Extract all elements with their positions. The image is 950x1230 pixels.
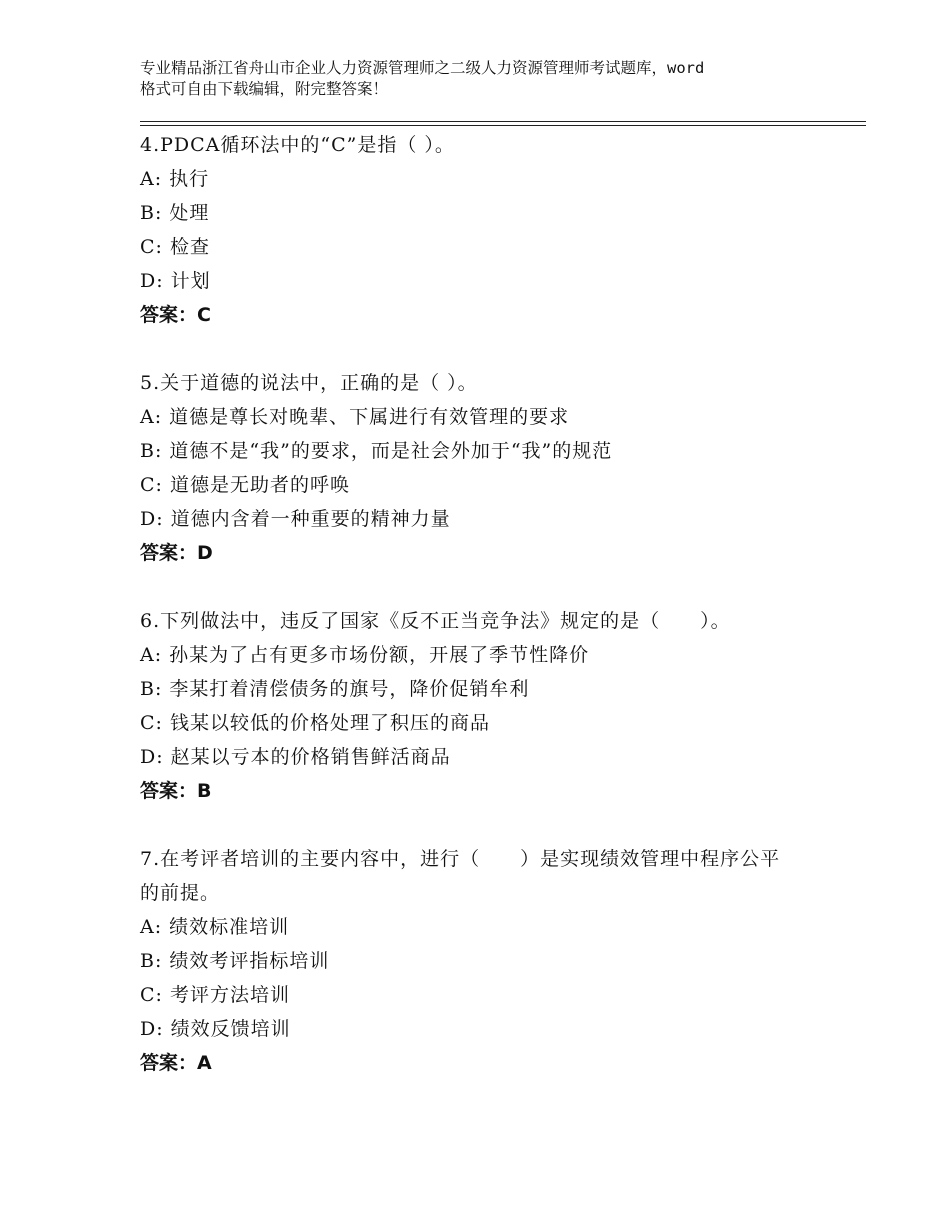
option-b: B: 处理 xyxy=(140,202,210,224)
option-b: B: 绩效考评指标培训 xyxy=(140,950,330,972)
question-stem: 6.下列做法中，违反了国家《反不正当竞争法》规定的是（ ）。 xyxy=(140,610,731,632)
question-4 xyxy=(140,128,866,332)
option-d: D: 绩效反馈培训 xyxy=(140,1018,291,1040)
header-divider-bottom xyxy=(140,125,866,126)
question-7 xyxy=(140,842,866,1080)
header-title-line-2: 格式可自由下载编辑，附完整答案！ xyxy=(140,80,389,98)
option-a: A: 道德是尊长对晚辈、下属进行有效管理的要求 xyxy=(140,406,570,428)
question-stem: 7.在考评者培训的主要内容中，进行（ ）是实现绩效管理中程序公平的前提。 xyxy=(140,848,781,904)
question-5 xyxy=(140,366,866,570)
answer-label: 答案：B xyxy=(140,780,212,802)
option-d: D: 道德内含着一种重要的精神力量 xyxy=(140,508,451,530)
answer-label: 答案：A xyxy=(140,1052,212,1074)
question-list xyxy=(140,128,866,1114)
document-header xyxy=(140,58,840,100)
option-c: C: 考评方法培训 xyxy=(140,984,290,1006)
option-c: C: 钱某以较低的价格处理了积压的商品 xyxy=(140,712,490,734)
question-stem: 5.关于道德的说法中，正确的是（ ）。 xyxy=(140,372,478,394)
option-c: C: 检查 xyxy=(140,236,210,258)
option-d: D: 赵某以亏本的价格销售鲜活商品 xyxy=(140,746,451,768)
header-title-line-1: 专业精品浙江省舟山市企业人力资源管理师之二级人力资源管理师考试题库，word xyxy=(140,59,705,77)
question-stem: 4.PDCA循环法中的“C”是指（ ）。 xyxy=(140,134,455,156)
answer-label: 答案：D xyxy=(140,542,213,564)
option-c: C: 道德是无助者的呼唤 xyxy=(140,474,350,496)
header-divider-top xyxy=(140,121,866,122)
option-a: A: 执行 xyxy=(140,168,210,190)
option-a: A: 绩效标准培训 xyxy=(140,916,290,938)
option-b: B: 道德不是“我”的要求，而是社会外加于“我”的规范 xyxy=(140,440,613,462)
option-a: A: 孙某为了占有更多市场份额，开展了季节性降价 xyxy=(140,644,590,666)
answer-label: 答案：C xyxy=(140,304,211,326)
question-6 xyxy=(140,604,866,808)
option-b: B: 李某打着清偿债务的旗号，降价促销牟利 xyxy=(140,678,530,700)
option-d: D: 计划 xyxy=(140,270,211,292)
